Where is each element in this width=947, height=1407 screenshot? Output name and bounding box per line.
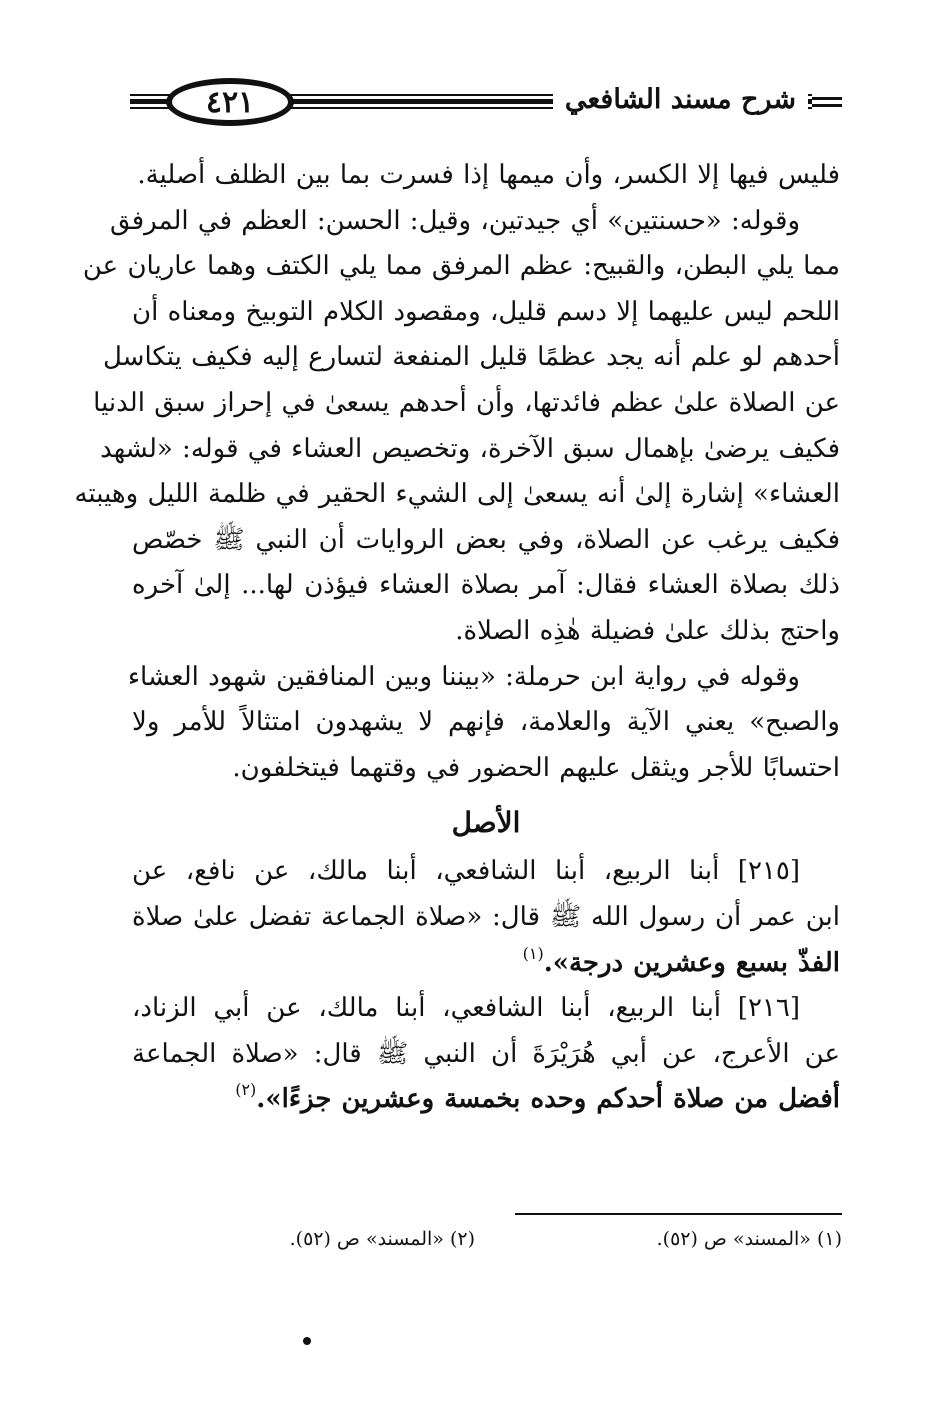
text-line: ذلك بصلاة العشاء فقال: آمر بصلاة العشاء فيؤذن لها... إلىٰ آخره [132, 570, 840, 601]
text-line: وقوله: «حسنتين» أي جيدتين، وقيل: الحسن: العظم في المرفق [110, 205, 800, 236]
page-number: ٤٢١ [166, 78, 294, 126]
text-line: فكيف يرغب عن الصلاة، وفي بعض الروايات أن النبي ﷺ خصّص [132, 524, 840, 555]
hadith-line: ابن عمر أن رسول الله ﷺ قال: «صلاة الجماعة تفضل علىٰ صلاة [132, 901, 840, 932]
text-line: اللحم ليس عليهما إلا دسم قليل، ومقصود الكلام التوبيخ ومعناه أن [132, 296, 840, 327]
book-title: شرح مسند الشافعي [553, 80, 808, 120]
header-dash-ornament [812, 94, 842, 110]
main-text [74, 153, 840, 1123]
section-heading: الأصل [451, 806, 521, 840]
hadith-line: [٢١٥] أبنا الربيع، أبنا الشافعي، أبنا مالك، عن نافع، عن [132, 856, 800, 887]
footnote-marker: (١) [522, 943, 544, 963]
text-line: أحدهم لو علم أنه يجد عظمًا قليل المنفعة لتسارع إليه فكيف يتكاسل [102, 342, 840, 373]
hadith-line: [٢١٦] أبنا الربيع، أبنا الشافعي، أبنا مالك، عن أبي الزناد، [132, 993, 800, 1024]
text-line: وقوله في رواية ابن حرملة: «بيننا وبين المنافقين شهود العشاء [127, 661, 800, 692]
text-line: والصبح» يعني الآية والعلامة، فإنهم لا يشهدون امتثالاً للأمر ولا [132, 707, 840, 738]
hadith-line [132, 941, 840, 987]
hadith-line [132, 1077, 840, 1123]
text-line: واحتج بذلك علىٰ فضيلة هٰذِه الصلاة. [455, 615, 840, 646]
footnote-2: (٢) «المسند» ص (٥٢). [289, 1228, 475, 1250]
running-header [130, 74, 842, 130]
text-line: مما يلي البطن، والقبيح: عظم المرفق مما يلي الكتف وهما عاريان عن [82, 251, 840, 282]
text-line: احتسابًا للأجر ويثقل عليهم الحضور في وقتهما فيتخلفون. [232, 752, 840, 783]
hadith-text: الفذّ بسبع وعشرين درجة». [543, 947, 840, 978]
text-line: عن الصلاة علىٰ عظم فائدتها، وأن أحدهم يسعىٰ في إحراز سبق الدنيا [93, 387, 840, 418]
footnote-1: (١) «المسند» ص (٥٢). [656, 1228, 842, 1250]
text-line: فكيف يرضىٰ بإهمال سبق الآخرة، وتخصيص العشاء في قوله: «لشهد [100, 433, 840, 464]
footnote-separator [515, 1213, 842, 1215]
hadith-text: أفضل من صلاة أحدكم وحده بخمسة وعشرين جزءًا». [256, 1084, 840, 1115]
text-line: فليس فيها إلا الكسر، وأن ميمها إذا فسرت بما بين الظلف أصلية. [137, 160, 840, 190]
page-dot-mark [303, 1337, 311, 1345]
text-line: العشاء» إشارة إلىٰ أنه يسعىٰ إلى الشيء الحقير في ظلمة الليل وهيبته [74, 479, 840, 510]
hadith-line: عن الأعرج، عن أبي هُرَيْرَةَ أن النبي ﷺ قال: «صلاة الجماعة [132, 1038, 840, 1069]
footnote-marker: (٢) [235, 1080, 257, 1100]
